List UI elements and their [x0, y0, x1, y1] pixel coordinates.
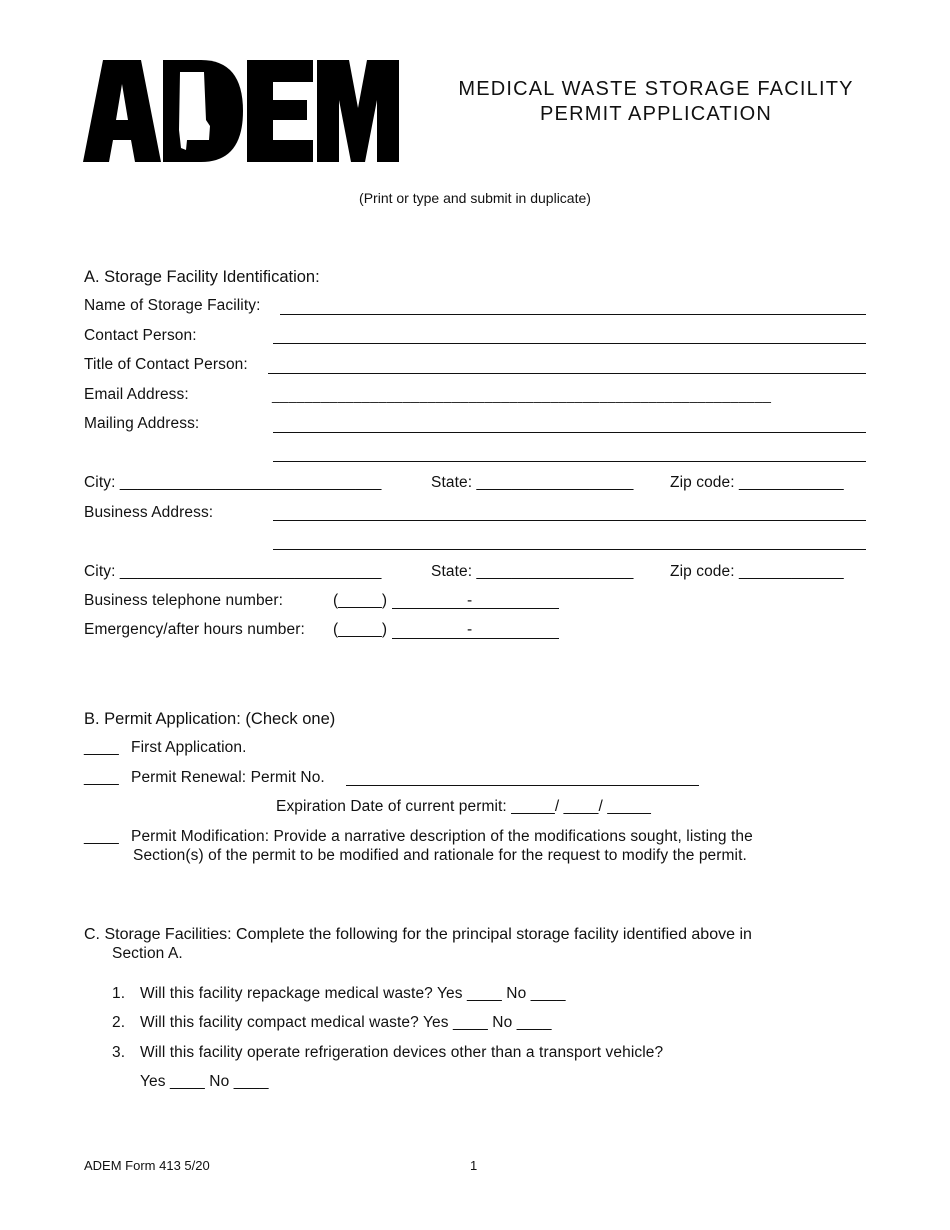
email-label: Email Address: — [84, 386, 189, 403]
question-3: Will this facility operate refrigeration devices other than a transport vehicle? — [140, 1044, 664, 1061]
business-phone-dash: - — [467, 592, 473, 609]
question-2[interactable]: Will this facility compact medical waste? Yes ____ No ____ — [140, 1014, 552, 1031]
facility-name-field[interactable] — [280, 314, 866, 315]
contact-title-label: Title of Contact Person: — [84, 356, 248, 373]
business-address-field-2[interactable] — [273, 549, 866, 550]
emergency-phone-label: Emergency/after hours number: — [84, 621, 305, 638]
question-3-answer[interactable]: Yes ____ No ____ — [140, 1073, 269, 1090]
section-c-heading-1: C. Storage Facilities: Complete the following for the principal storage facility identified above in — [84, 926, 752, 943]
business-address-label: Business Address: — [84, 504, 214, 521]
adem-logo — [83, 60, 399, 162]
emergency-phone-field[interactable] — [392, 638, 559, 639]
contact-person-label: Contact Person: — [84, 327, 197, 344]
mailing-address-field-2[interactable] — [273, 461, 866, 462]
mailing-address-label: Mailing Address: — [84, 415, 200, 432]
mailing-zip-field[interactable]: Zip code: ____________ — [670, 474, 844, 491]
business-state-field[interactable]: State: __________________ — [431, 563, 634, 580]
question-1-number: 1. — [112, 985, 126, 1002]
form-title-line2: PERMIT APPLICATION — [539, 103, 773, 125]
section-a-heading: A. Storage Facility Identification: — [84, 268, 320, 286]
expiration-date-field[interactable]: Expiration Date of current permit: _____/ ____/ _____ — [276, 798, 651, 815]
print-instruction: (Print or type and submit in duplicate) — [359, 190, 591, 206]
first-application-checkbox[interactable]: ____ — [84, 739, 119, 756]
permit-number-field[interactable] — [346, 785, 699, 786]
business-address-field-1[interactable] — [273, 520, 866, 521]
permit-modification-text-2: Section(s) of the permit to be modified and rationale for the request to modify the permit. — [133, 847, 747, 864]
permit-renewal-checkbox[interactable]: ____ — [84, 769, 119, 786]
contact-person-field[interactable] — [273, 343, 866, 344]
contact-title-field[interactable] — [268, 373, 866, 374]
mailing-state-field[interactable]: State: __________________ — [431, 474, 634, 491]
facility-name-label: Name of Storage Facility: — [84, 297, 261, 314]
mailing-address-field-1[interactable] — [273, 432, 866, 433]
email-field[interactable]: _____________________________________________________________ — [272, 387, 772, 403]
business-city-field[interactable]: City: ______________________________ — [84, 563, 382, 580]
permit-modification-text-1: Permit Modification: Provide a narrative description of the modifications sought, listing the — [131, 828, 753, 845]
business-phone-label: Business telephone number: — [84, 592, 284, 609]
permit-modification-checkbox[interactable]: ____ — [84, 828, 119, 845]
page-number: 1 — [470, 1158, 478, 1173]
form-id: ADEM Form 413 5/20 — [84, 1158, 210, 1173]
permit-renewal-label: Permit Renewal: Permit No. — [131, 769, 325, 786]
business-phone-area-code[interactable]: (_____) — [333, 592, 388, 609]
section-c-heading-2: Section A. — [112, 945, 183, 962]
question-1[interactable]: Will this facility repackage medical waste? Yes ____ No ____ — [140, 985, 566, 1002]
question-2-number: 2. — [112, 1014, 126, 1031]
business-zip-field[interactable]: Zip code: ____________ — [670, 563, 844, 580]
emergency-phone-area-code[interactable]: (_____) — [333, 621, 388, 638]
business-phone-field[interactable] — [392, 608, 559, 609]
question-3-number: 3. — [112, 1044, 126, 1061]
emergency-phone-dash: - — [467, 621, 473, 638]
section-b-heading: B. Permit Application: (Check one) — [84, 710, 336, 728]
form-title-line1: MEDICAL WASTE STORAGE FACILITY — [458, 78, 854, 100]
mailing-city-field[interactable]: City: ______________________________ — [84, 474, 382, 491]
adem-logo-graphic — [83, 60, 399, 162]
first-application-label: First Application. — [131, 739, 247, 756]
